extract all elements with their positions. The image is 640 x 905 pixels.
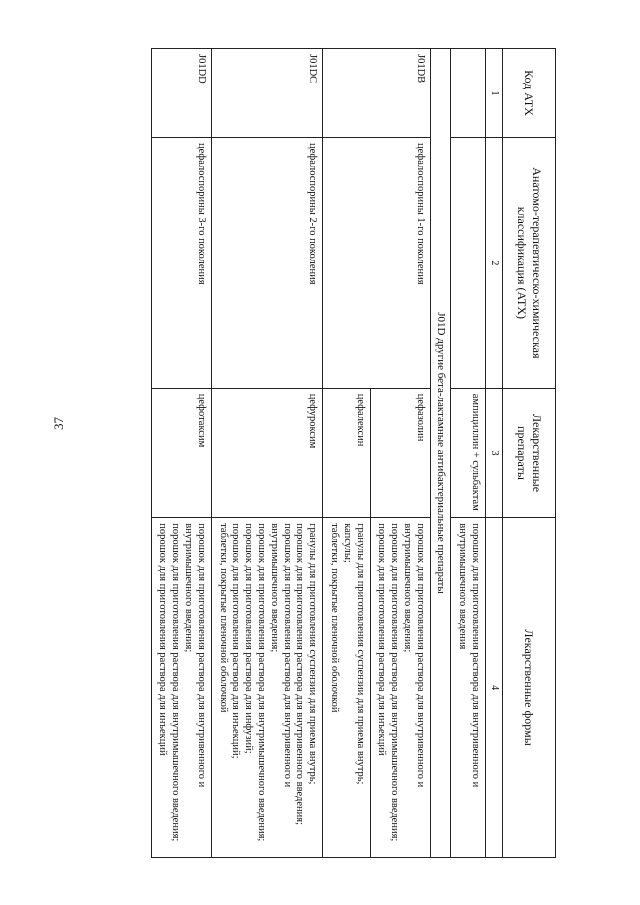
column-number: 3 [485, 388, 502, 517]
cell-code: J01DC [211, 49, 322, 138]
cell-classification [451, 137, 486, 388]
column-number: 4 [485, 518, 502, 858]
header-classification: Анатомо-терапевтическо-химическая классификация (АТХ) [503, 137, 556, 388]
table-row [211, 49, 322, 858]
table-row [370, 49, 430, 858]
header-forms: Лекарственные формы [503, 518, 556, 858]
section-title: J01D другие бета-лактамные антибактериальные препараты [430, 49, 450, 858]
page-number: 37 [51, 417, 66, 430]
cell-code [451, 49, 486, 138]
column-number-row [485, 49, 502, 858]
cell-classification: цефалоспорины 2-го поколения [211, 137, 322, 388]
header-row [503, 49, 556, 858]
drug-table [151, 48, 556, 858]
cell-drug: цефазолин [370, 388, 430, 517]
cell-drug: ампициллин + сульбактам [451, 388, 486, 517]
cell-forms: порошок для приготовления раствора для внутривенного и внутримышечного введения [451, 518, 486, 858]
cell-drug: цефуроксим [211, 388, 322, 517]
cell-code: J01DB [323, 49, 431, 138]
header-drugs: Лекарственные препараты [503, 388, 556, 517]
cell-drug: цефотаксим [151, 388, 211, 517]
cell-classification: цефалоспорины 3-го поколения [151, 137, 211, 388]
cell-forms: порошок для приготовления раствора для внутривенного и внутримышечного введения; порошок для приготовления раствора для внутримышечного введения; порошок для приготовления раствора для инъекций [370, 518, 430, 858]
section-row [430, 49, 450, 858]
cell-forms: гранулы для приготовления суспензии для приема внутрь; порошок для приготовления раствора для внутривенного введения; порошок для приготовления раствора для внутривенного и внутримышечного введения; порошок для приготовления раствора для внутримышечного введения; порошок для приготовления раствора для инфузий; порошок для приготовления раствора для инъекций; таблетки, покрытые пленочной оболочкой [211, 518, 322, 858]
rotated-table-wrapper [64, 48, 556, 858]
column-number: 1 [485, 49, 502, 138]
cell-forms: порошок для приготовления раствора для внутривенного и внутримышечного введения; порошок для приготовления раствора для внутримышечного введения; порошок для приготовления раствора для инъекций [151, 518, 211, 858]
cell-classification: цефалоспорины 1-го поколения [323, 137, 431, 388]
cell-forms: гранулы для приготовления суспензии для приема внутрь; капсулы; таблетки, покрытые пленочной оболочкой [323, 518, 370, 858]
table-row [151, 49, 211, 858]
column-number: 2 [485, 137, 502, 388]
cell-code: J01DD [151, 49, 211, 138]
header-code: Код АТХ [503, 49, 556, 138]
cell-drug: цефалексин [323, 388, 370, 517]
table-row [451, 49, 486, 858]
